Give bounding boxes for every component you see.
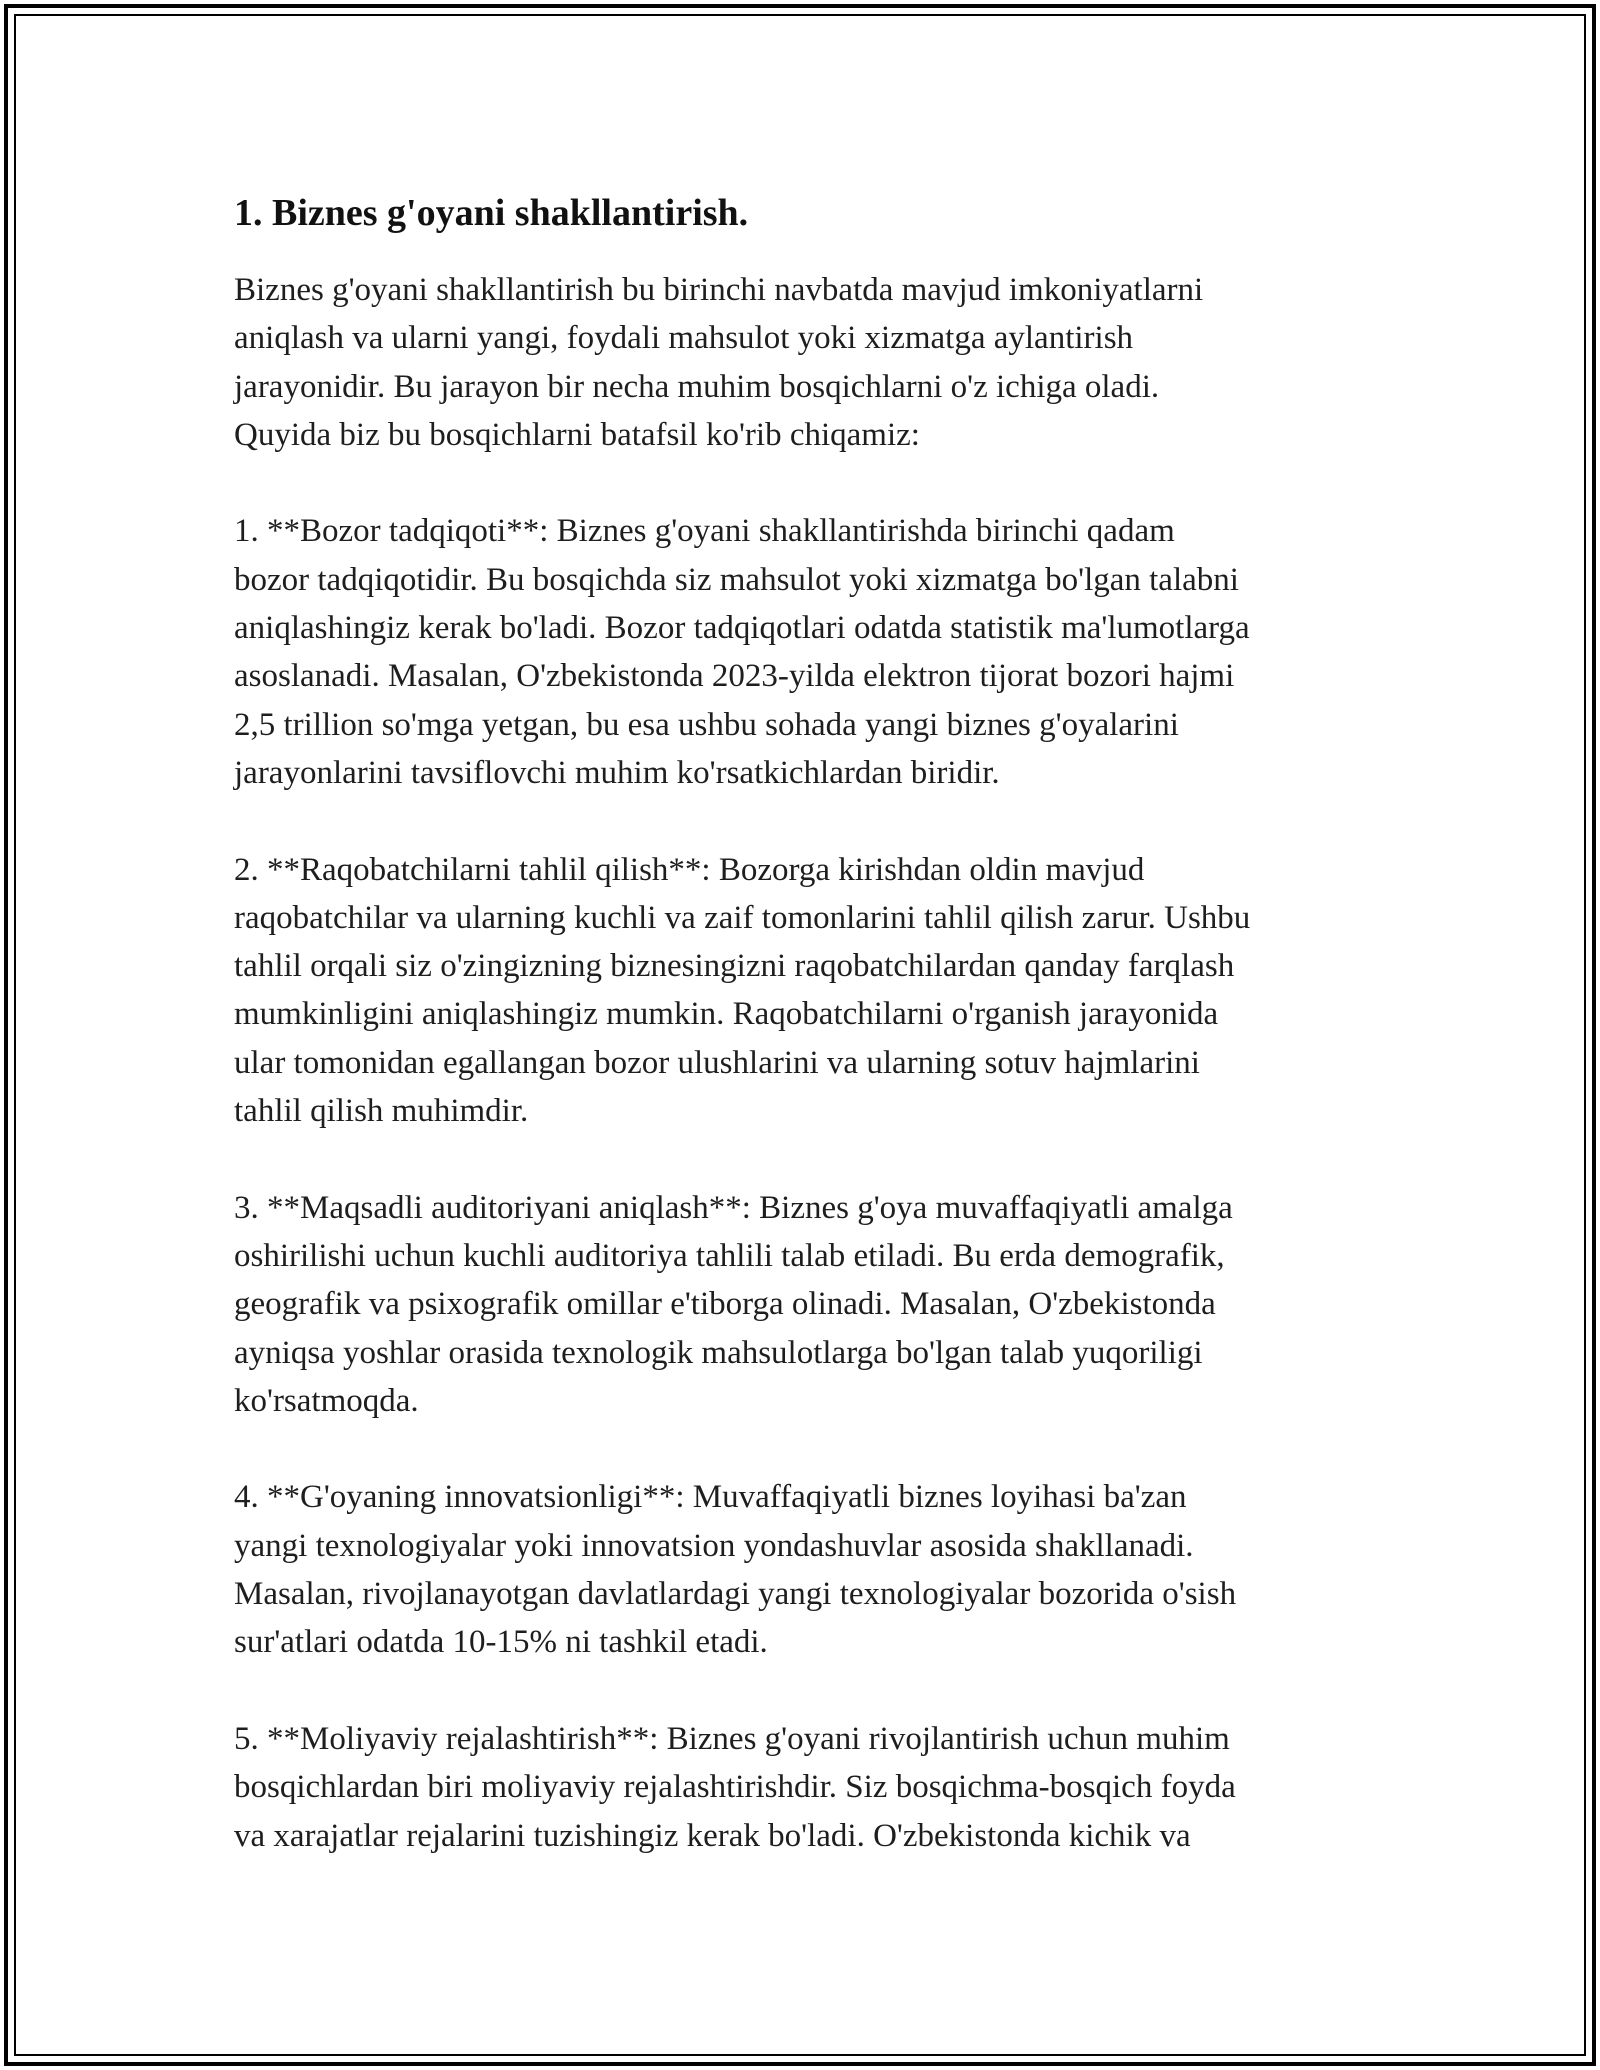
paragraph-competitor-analysis: 2. **Raqobatchilarni tahlil qilish**: Bozorga kirishdan oldin mavjud raqobatchilar va ularning kuchli va zaif tomonlarini tahlil qilish zarur. Ushbu tahlil orqali siz o'zingizning biznesingizni raqobatchilardan qanday farqlash mumkinligini aniqlashingiz mumkin. Raqobatchilarni o'rganish jarayonida ular tomonidan egallangan bozor ulushlarini va ularning sotuv hajmlarini tahlil qilish muhimdir. — [234, 851, 1251, 1130]
document-page — [234, 188, 1384, 1908]
paragraph-innovation: 4. **G'oyaning innovatsionligi**: Muvaffaqiyatli biznes loyihasi ba'zan yangi texnologiyalar yoki innovatsion yondashuvlar asosida shakllanadi. Masalan, rivojlanayotgan davlatlardagi yangi texnologiyalar bozorida o'sish sur'atlari odatda 10-15% ni tashkil etadi. — [234, 1479, 1237, 1661]
paragraph-target-audience: 3. **Maqsadli auditoriyani aniqlash**: Biznes g'oya muvaffaqiyatli amalga oshirilishi uchun kuchli auditoriya tahlili talab etiladi. Bu erda demografik, geografik va psixografik omillar e'tiborga olinadi. Masalan, O'zbekistonda ayniqsa yoshlar orasida texnologik mahsulotlarga bo'lgan talab yuqoriligi ko'rsatmoqda. — [234, 1189, 1233, 1419]
paragraph-market-research: 1. **Bozor tadqiqoti**: Biznes g'oyani shakllantirishda birinchi qadam bozor tadqiqotidir. Bu bosqichda siz mahsulot yoki xizmatga bo'lgan talabni aniqlashingiz kerak bo'ladi. Bozor tadqiqotlari odatda statistik ma'lumotlarga asoslanadi. Masalan, O'zbekistonda 2023-yilda elektron tijorat bozori hajmi 2,5 trillion so'mga yetgan, bu esa ushbu sohada yangi biznes g'oyalarini jarayonlarini tavsiflovchi muhim ko'rsatkichlardan biridir. — [234, 513, 1250, 791]
section-heading: 1. Biznes g'oyani shakllantirish. — [234, 192, 749, 234]
paragraph-financial-planning: 5. **Moliyaviy rejalashtirish**: Biznes g'oyani rivojlantirish uchun muhim bosqichlardan biri moliyaviy rejalashtirishdir. Siz bosqichma-bosqich foyda va xarajatlar rejalarini tuzishingiz kerak bo'ladi. O'zbekistonda kichik va — [234, 1720, 1236, 1854]
intro-paragraph: Biznes g'oyani shakllantirish bu birinchi navbatda mavjud imkoniyatlarni aniqlash va ularni yangi, foydali mahsulot yoki xizmatga aylantirish jarayonidir. Bu jarayon bir necha muhim bosqichlarni o'z ichiga oladi. Quyida biz bu bosqichlarni batafsil ko'rib chiqamiz: — [234, 272, 1204, 453]
